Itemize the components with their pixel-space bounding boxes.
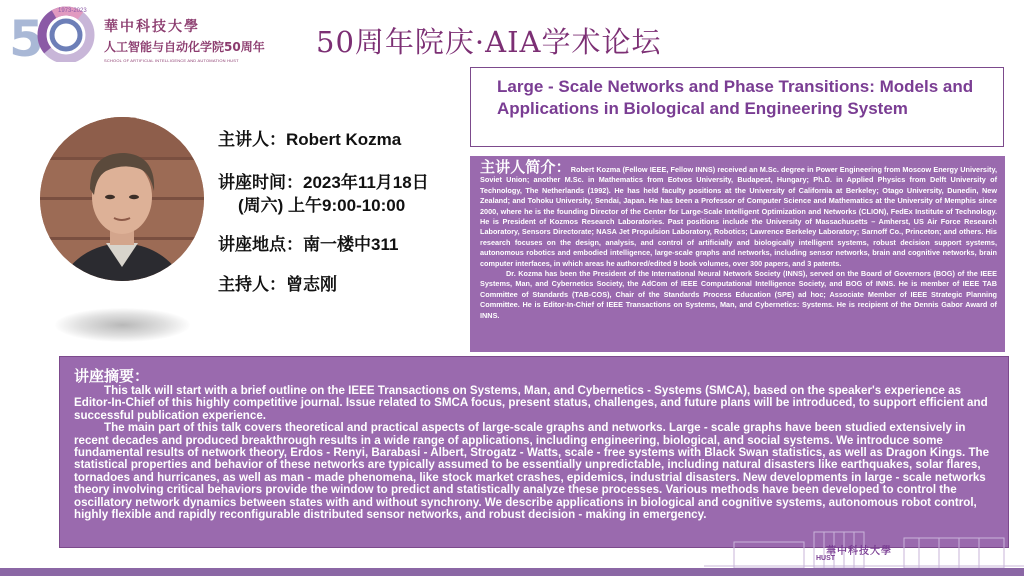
host-name: 主持人：曾志刚	[218, 275, 337, 294]
bio-heading: 主讲人简介：	[480, 159, 571, 176]
logo-university-name: 華中科技大學	[104, 19, 200, 35]
lecture-time: 讲座时间：2023年11月18日	[218, 173, 429, 192]
photo-shadow	[55, 308, 190, 342]
bio-paragraph-2: Dr. Kozma has been the President of the International Neural Network Society (INNS), served on the Board of Governors (BOG) of the IEEE Systems, Man, and Cybernetics Society, the AdCom of IEEE Computational Intelligence Society, and BOG of INNS. He is member of IEEE TAB Committee of Standards (TAB-COS), Chair of the Standards Process Education (SPE) ad hoc; Associate Member of IEEE Strategic Planning Committee. He is Editor-In-Chief of IEEE Transactions on Systems, Man, and Cybernetics: Systems. He is recipient of the Dennis Gabor Award of INNS.	[480, 269, 997, 320]
deco-logo-mark: HUST	[816, 555, 836, 562]
university-name-footer: 華中科技大學	[826, 546, 892, 557]
logo-text-block	[104, 16, 265, 63]
speaker-name: 主讲人：Robert Kozma	[218, 130, 402, 149]
speaker-photo	[40, 117, 204, 281]
aia-50th-anniversary-logo	[6, 4, 101, 62]
speaker-bio-box	[470, 156, 1005, 352]
logo-school-english: SCHOOL OF ARTIFICIAL INTELLIGENCE AND AUTOMATION HUST	[104, 58, 239, 63]
abstract-heading: 讲座摘要：	[74, 368, 150, 385]
bio-paragraph-1: Robert Kozma (Fellow IEEE, Fellow INNS) received an M.Sc. degree in Power Engineering from Moscow Energy University, Soviet Union; another M.Sc. in Mathematics from Eotvos University, Budapest, Hungary; Ph.D. in Applied Physics from Delft University of Technology, The Netherlands (1992). He has held faculty positions at the University of California at Berkeley; Otago University, Dunedin, New Zealand; and Tohoku University, Sendai, Japan. He has been a Professor of Computer Science and Mathematics at the University of Memphis since 2000, where he is the founding Director of the Center for Large-Scale Intelligent Optimization and Networks (CLION), FedEx Institute of Technology. He is President of Kozmos Research Laboratories. Past positions include the University of Massachusetts – Amherst, US Air Force Research Laboratory, Sensors Directorate; NASA Jet Propulsion Laboratory, Robotics; Lawrence Berkeley Laboratory; Sarnoff Co., Princeton; and others. His research focuses on the design, analysis, and control of artificially and biologically intelligent systems, robust decision support systems, autonomous robotics and embodied intelligence, large-scale graphs and networks, including sensor networks, brain and cognitive networks, brain computer interfaces, in which areas he authored/edited 9 book volumes, over 300 papers, and 3 patents.	[480, 165, 997, 268]
abstract-box	[60, 357, 1008, 547]
bottom-band	[0, 568, 1024, 576]
svg-text:5: 5	[9, 10, 44, 62]
lecture-time-detail: (周六) 上午9:00-10:00	[238, 196, 406, 215]
logo-school-name: 人工智能与自动化学院50周年	[104, 40, 265, 54]
abstract-paragraph-2: The main part of this talk covers theoretical and practical aspects of large-scale graphs and networks. Large - scale graphs have been studied extensively in recent decades and produced breakthrough results in a wide range of applications, including engineering, biological, and social systems. We introduce some fundamental results of network theory, Erdos - Renyi, Barabasi - Albert, Strogatz - Watts, scale - free systems with Black Swan statistics, as well as Dragon Kings. The statistical properties and behavior of these networks are typically assumed to be essentially unpredictable, including natural disasters like earthquakes, solar flares, tornadoes and hurricanes, as well as man - made phenomena, like stock market crashes, epidemics, industrial disasters. New developments in large - scale networks theory involving critical behaviors provide the window to predict and statistically analyze these processes. Various methods have been developed to control the oscillatory network dynamics between states with and without synchrony. We describe applications in biological and cognitive systems, autonomous robot control, highly flexible and rapidly reconfigurable distributed sensor networks, and robust decision - making in emergency.	[74, 421, 990, 522]
page-title: 50周年院庆·AIA学术论坛	[316, 25, 662, 59]
abstract-paragraph-1: This talk will start with a brief outline on the IEEE Transactions on Systems, Man, and Cybernetics - Systems (SMCA), based on the speaker's experience as Editor-In-Chief of this highly competitive journal. Issue related to SMCA focus, present status, challenges, and future plans will be introduced, to support efficient and successful publication experience.	[74, 384, 988, 422]
talk-title: Large - Scale Networks and Phase Transitions: Models and Applications in Biological and Engineering System	[470, 67, 1004, 147]
logo-years: 1973-2023	[58, 8, 87, 14]
lecture-place: 讲座地点：南一楼中311	[218, 235, 399, 254]
